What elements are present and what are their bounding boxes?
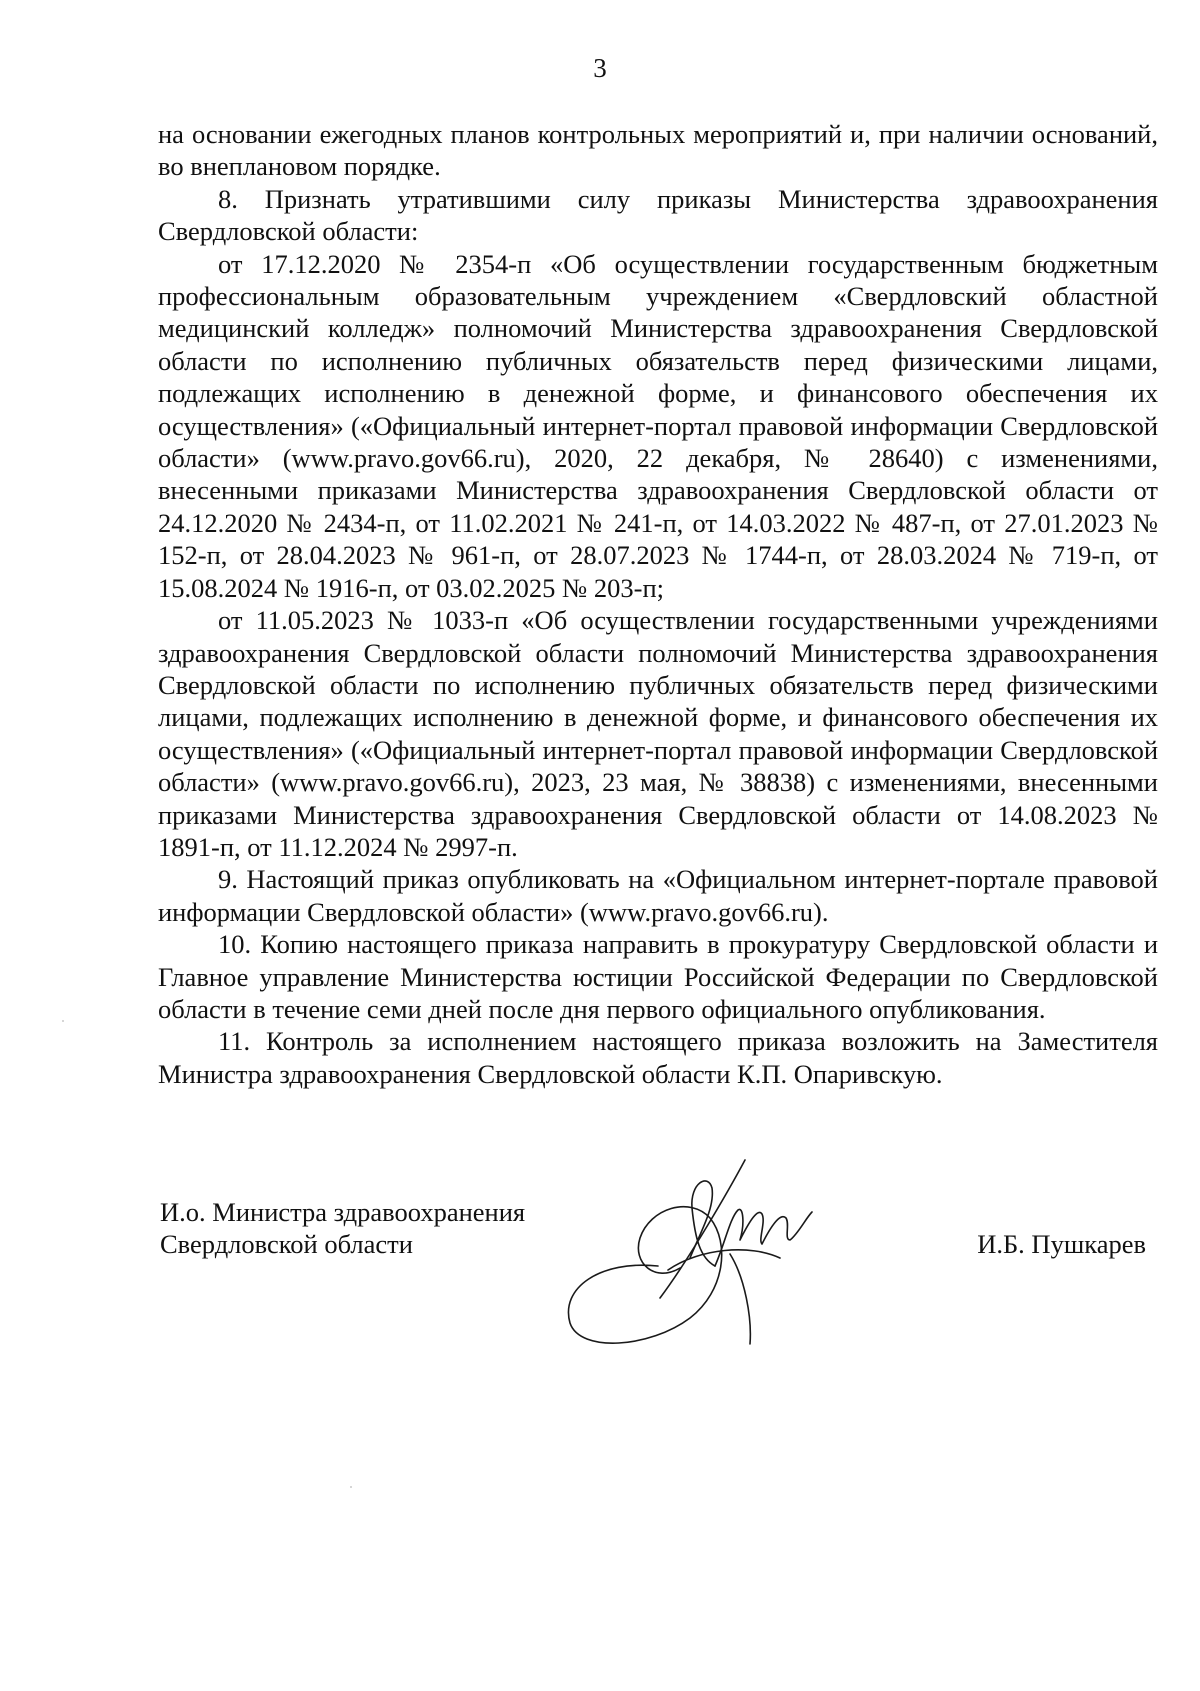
paragraph-item-9: 9. Настоящий приказ опубликовать на «Официальном интернет-портале правовой информации Свердловской области» (www.pravo.gov66.ru). (158, 864, 1158, 927)
signature-block (160, 1196, 1160, 1356)
paragraph-continuation: на основании ежегодных планов контрольных мероприятий и, при наличии оснований, во внеплановом порядке. (158, 119, 1158, 182)
page-number: 3 (593, 53, 607, 83)
paragraph-item-11: 11. Контроль за исполнением настоящего приказа возложить на Заместителя Министра здравоохранения Свердловской области К.П. Опаривскую. (158, 1026, 1158, 1089)
scan-artifact (62, 1020, 64, 1022)
paragraph-item-10: 10. Копию настоящего приказа направить в прокуратуру Свердловской области и Главное управление Министерства юстиции Российской Федерации по Свердловской области в течение семи дней после дня первого официального опубликования. (158, 929, 1158, 1024)
handwritten-signature-image (540, 1148, 830, 1348)
signatory-position-line: И.о. Министра здравоохранения (160, 1197, 526, 1227)
signatory-name: И.Б. Пушкарев (977, 1229, 1146, 1259)
signatory-position-line: Свердловской области (160, 1229, 413, 1260)
scan-artifact (350, 1486, 352, 1488)
document-body (158, 118, 1158, 1090)
paragraph-order-1033: от 11.05.2023 № 1033-п «Об осуществлении государственными учреждениями здравоохранения Свердловской области полномочий Министерства здравоохранения Свердловской области по исполнению публичных обязательств перед физическими лицами, подлежащих исполнению в денежной форме, и финансового обеспечения их осуществления» («Официальный интернет-портал правовой информации Свердловской области» (www.pravo.gov66.ru), 2023, 23 мая, № 38838) с изменениями, внесенными приказами Министерства здравоохранения Свердловской области от 14.08.2023 № 1891-п, от 11.12.2024 № 2997-п. (158, 605, 1158, 862)
signatory-position (160, 1196, 580, 1261)
paragraph-item-8: 8. Признать утратившими силу приказы Министерства здравоохранения Свердловской области: (158, 183, 1158, 247)
paragraph-order-2354: от 17.12.2020 № 2354-п «Об осуществлении государственным бюджетным профессиональным образовательным учреждением «Свердловский областной медицинский колледж» полномочий Министерства здравоохранения Свердловской области по исполнению публичных обязательств перед физическими лицами, подлежащих исполнению в денежной форме, и финансового обеспечения их осуществления» («Официальный интернет-портал правовой информации Свердловской области» (www.pravo.gov66.ru), 2020, 22 декабря, № 28640) с изменениями, внесенными приказами Министерства здравоохранения Свердловской области от 24.12.2020 № 2434-п, от 11.02.2021 № 241-п, от 14.03.2022 № 487-п, от 27.01.2023 № 152-п, от 28.04.2023 № 961-п, от 28.07.2023 № 1744-п, от 28.03.2024 № 719-п, от 15.08.2024 № 1916-п, от 03.02.2025 № 203-п; (158, 248, 1158, 603)
